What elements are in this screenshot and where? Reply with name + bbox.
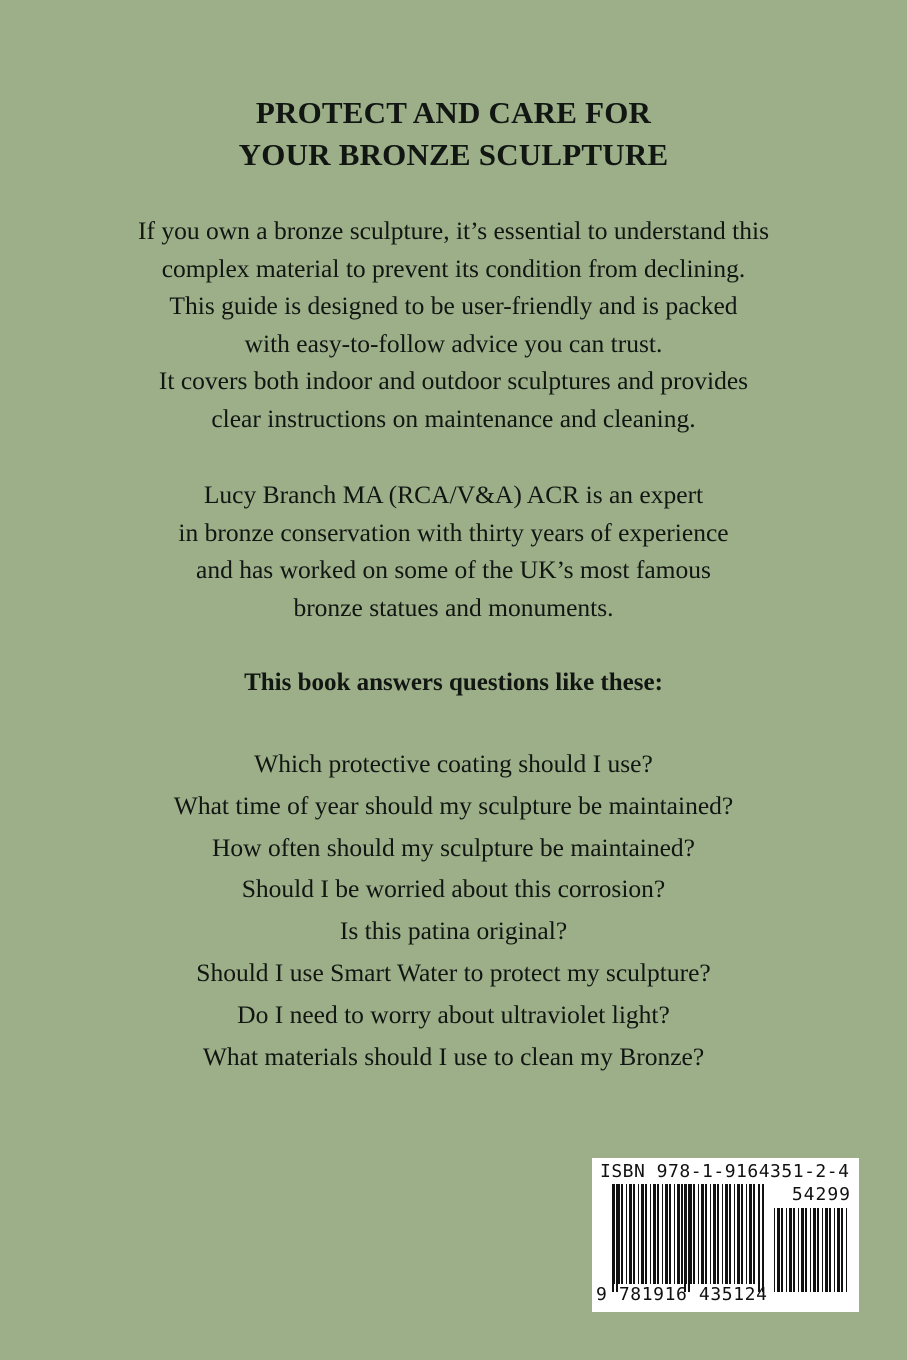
barcode-bar (665, 1184, 668, 1284)
barcode-bar (681, 1184, 683, 1284)
barcode-bar (629, 1184, 632, 1284)
intro-line: This guide is designed to be user-friendly and is packed (169, 291, 738, 320)
barcode-bar (725, 1184, 728, 1284)
barcode-bar (805, 1208, 807, 1292)
isbn-label: ISBN 978-1-9164351-2-4 (600, 1161, 850, 1182)
heading-line-1: PROTECT AND CARE FOR (255, 95, 652, 130)
question-item: Should I use Smart Water to protect my sculpture? (196, 957, 711, 987)
barcode-bar (801, 1208, 804, 1292)
barcode-bar (653, 1184, 656, 1284)
barcode-bar (822, 1208, 823, 1292)
barcode-bar (741, 1184, 743, 1284)
author-line: bronze statues and monuments. (293, 592, 614, 622)
barcode-bar (786, 1208, 787, 1292)
barcode-bar (662, 1184, 663, 1284)
intro-line: If you own a bronze sculpture, it’s essential to understand this (138, 216, 769, 245)
barcode-bar (677, 1184, 680, 1284)
barcode-bar (713, 1184, 716, 1284)
intro-line: complex material to prevent its condition from declining. (161, 253, 746, 283)
questions-subheading: This book answers questions like these: (244, 669, 663, 696)
cover-heading (0, 92, 907, 176)
barcode-bar (774, 1208, 775, 1292)
barcode-bar (777, 1208, 780, 1292)
barcode-bar (810, 1208, 811, 1292)
barcode-bar (813, 1208, 816, 1292)
question-item: Do I need to worry about ultraviolet light? (237, 999, 670, 1029)
barcode-bar (641, 1184, 644, 1284)
barcode-bar (710, 1184, 711, 1284)
questions-list (0, 743, 907, 1077)
barcode-bar (669, 1184, 671, 1284)
barcode-bar (621, 1184, 623, 1284)
barcode-bar (737, 1184, 740, 1284)
barcode-bar (626, 1184, 627, 1284)
intro-line: It covers both indoor and outdoor sculptures and provides (158, 366, 749, 395)
barcode-bar (650, 1184, 651, 1284)
author-line: Lucy Branch MA (RCA/V&A) ACR is an expert (203, 480, 704, 509)
intro-line: clear instructions on maintenance and cleaning. (211, 403, 696, 433)
barcode-guard-bar (616, 1184, 618, 1292)
barcode-bar (698, 1184, 699, 1284)
barcode-bar (722, 1184, 723, 1284)
barcode-bar (657, 1184, 659, 1284)
barcode-bar (825, 1208, 828, 1292)
intro-line: with easy-to-follow advice you can trust. (244, 328, 663, 358)
barcode-bar (753, 1184, 755, 1284)
barcode-bar (701, 1184, 704, 1284)
isbn-barcode (592, 1158, 859, 1312)
question-item: Is this patina original? (339, 916, 568, 946)
barcode-bar (693, 1184, 695, 1284)
author-line: and has worked on some of the UK’s most famous (196, 555, 711, 584)
barcode-bar (674, 1184, 675, 1284)
barcode-guard-bar (762, 1184, 764, 1292)
question-item: Should I be worried about this corrosion? (241, 874, 666, 904)
barcode-bar (746, 1184, 747, 1284)
barcode-bar (749, 1184, 752, 1284)
barcode-bar (614, 1184, 615, 1284)
question-item: What materials should I use to clean my Bronze? (202, 1041, 705, 1071)
barcode-bar (686, 1184, 687, 1284)
intro-paragraph (0, 212, 907, 437)
barcode-bar (798, 1208, 799, 1292)
barcode-bar (846, 1208, 847, 1292)
barcode-guard-bar (684, 1184, 686, 1292)
barcode-bar (841, 1208, 843, 1292)
barcode-bar (793, 1208, 795, 1292)
barcode-bar (717, 1184, 719, 1284)
barcode-bar (705, 1184, 707, 1284)
ean-digits: 9 781916 435124 (596, 1284, 768, 1305)
author-line: in bronze conservation with thirty years of experience (178, 517, 729, 547)
barcode-bar (734, 1184, 735, 1284)
barcode-guard-bar (612, 1184, 614, 1292)
question-item: Which protective coating should I use? (254, 749, 653, 778)
question-item: What time of year should my sculpture be maintained? (173, 790, 734, 820)
barcode-guard-bar (758, 1184, 760, 1292)
barcode-bar (781, 1208, 783, 1292)
barcode-bar (834, 1208, 835, 1292)
barcode-bar (645, 1184, 647, 1284)
heading-line-2: YOUR BRONZE SCULPTURE (238, 137, 669, 172)
barcode-bar (638, 1184, 639, 1284)
barcode-bar (789, 1208, 792, 1292)
price-code: 54299 (791, 1184, 851, 1205)
barcode-bar (817, 1208, 819, 1292)
author-paragraph (0, 476, 907, 626)
barcode-bar (829, 1208, 831, 1292)
question-item: How often should my sculpture be maintained? (212, 832, 695, 862)
barcode-bar (729, 1184, 731, 1284)
barcode-bar (633, 1184, 635, 1284)
barcode-bar (837, 1208, 840, 1292)
barcode-guard-bar (688, 1184, 690, 1292)
